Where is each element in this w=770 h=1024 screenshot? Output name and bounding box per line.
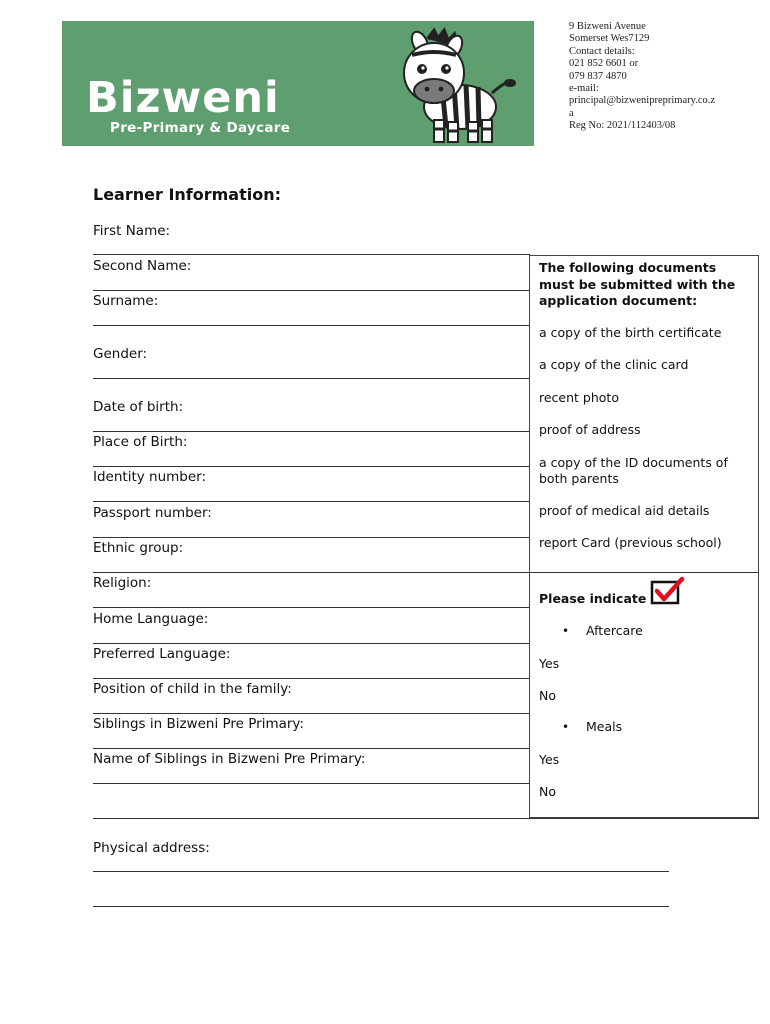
entry-line[interactable]	[93, 254, 530, 255]
indicate-box	[529, 572, 759, 818]
section-title: Learner Information:	[93, 185, 282, 204]
field-sibling-names: Name of Siblings in Bizweni Pre Primary:	[93, 751, 366, 767]
brand-banner	[62, 21, 534, 146]
document-item: proof of address	[539, 422, 641, 437]
brand-name: Bizweni	[86, 73, 280, 123]
entry-line[interactable]	[93, 643, 530, 644]
entry-line[interactable]	[93, 378, 530, 379]
field-passport-number: Passport number:	[93, 505, 212, 521]
field-siblings: Siblings in Bizweni Pre Primary:	[93, 716, 304, 732]
meals-no-option[interactable]: No	[539, 784, 556, 799]
document-item: proof of medical aid details	[539, 503, 710, 518]
contact-line: Somerset Wes7129	[569, 33, 650, 45]
field-preferred-language: Preferred Language:	[93, 646, 231, 662]
contact-line: Contact details:	[569, 45, 635, 57]
contact-line: a	[569, 107, 574, 119]
contact-line: 9 Bizweni Avenue	[569, 21, 646, 32]
bullet-icon: •	[562, 720, 570, 734]
meals-label: Meals	[586, 719, 623, 734]
aftercare-label: Aftercare	[586, 623, 643, 638]
address-line[interactable]	[93, 871, 669, 872]
indicate-heading: Please indicate	[539, 591, 647, 606]
entry-line[interactable]	[93, 501, 530, 502]
zebra-icon	[342, 25, 517, 143]
bullet-icon: •	[562, 624, 570, 638]
entry-line[interactable]	[93, 466, 530, 467]
entry-line[interactable]	[93, 537, 530, 538]
field-ethnic-group: Ethnic group:	[93, 540, 184, 556]
entry-line[interactable]	[93, 572, 530, 573]
meals-yes-option[interactable]: Yes	[539, 752, 560, 767]
checkbox-checked-icon[interactable]	[650, 576, 686, 606]
contact-email: principal@bizwenipreprimary.co.z	[569, 95, 716, 107]
field-place-of-birth: Place of Birth:	[93, 434, 188, 450]
document-item: recent photo	[539, 390, 619, 405]
address-line[interactable]	[93, 906, 669, 907]
entry-line[interactable]	[93, 325, 530, 326]
entry-line[interactable]	[93, 431, 530, 432]
contact-details	[569, 21, 744, 133]
document-item: report Card (previous school)	[539, 535, 722, 550]
registration-number: Reg No: 2021/112403/08	[569, 120, 676, 132]
entry-line[interactable]	[93, 607, 530, 608]
document-item: a copy of the clinic card	[539, 357, 689, 372]
entry-line[interactable]	[93, 783, 530, 784]
aftercare-no-option[interactable]: No	[539, 688, 556, 703]
documents-heading: The following documents must be submitted with the application document:	[539, 260, 736, 308]
entry-line[interactable]	[93, 713, 530, 714]
field-home-language: Home Language:	[93, 611, 209, 627]
contact-line: 021 852 6601 or	[569, 58, 639, 70]
entry-line[interactable]	[93, 678, 530, 679]
field-first-name: First Name:	[93, 223, 171, 239]
field-child-position: Position of child in the family:	[93, 681, 292, 697]
field-identity-number: Identity number:	[93, 469, 207, 485]
field-religion: Religion:	[93, 575, 152, 591]
contact-line: e-mail:	[569, 83, 599, 95]
entry-line[interactable]	[93, 748, 530, 749]
contact-line: 079 837 4870	[569, 70, 627, 82]
field-surname: Surname:	[93, 293, 159, 309]
field-gender: Gender:	[93, 346, 148, 362]
field-physical-address: Physical address:	[93, 840, 210, 856]
field-second-name: Second Name:	[93, 258, 192, 274]
entry-line[interactable]	[93, 290, 530, 291]
entry-line[interactable]	[93, 818, 759, 819]
document-item: a copy of the birth certificate	[539, 325, 722, 340]
field-date-of-birth: Date of birth:	[93, 399, 184, 415]
brand-tagline: Pre-Primary & Daycare	[110, 120, 291, 136]
document-item: a copy of the ID documents of both parents	[539, 455, 728, 486]
aftercare-yes-option[interactable]: Yes	[539, 656, 560, 671]
